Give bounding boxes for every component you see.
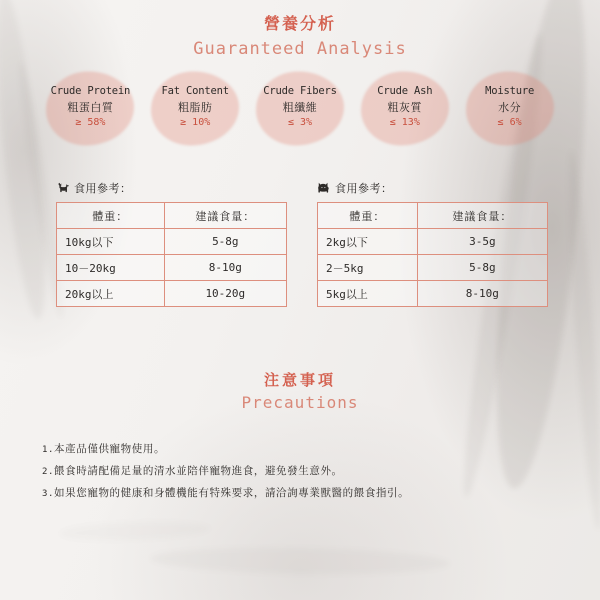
list-item xyxy=(42,482,564,504)
precautions-list xyxy=(42,438,564,504)
guaranteed-analysis-heading xyxy=(0,0,600,63)
badge-name-cn: 粗纖維 xyxy=(282,101,318,115)
dog-feeding-table xyxy=(56,202,287,307)
feeding-guide-section xyxy=(0,128,600,307)
badge-name-en: Moisture xyxy=(485,85,535,98)
feeding-table-dog-heading xyxy=(56,180,287,196)
analysis-badge-crude-protein xyxy=(38,85,143,128)
cat-feeding-table xyxy=(317,202,548,307)
table-row xyxy=(57,281,287,307)
cell-weight: 5kg以上 xyxy=(318,281,418,307)
precautions-heading-english: Precautions xyxy=(241,393,359,413)
cell-amount: 8-10g xyxy=(417,281,547,307)
table-header-row xyxy=(57,203,287,229)
badge-value: ≥ 58% xyxy=(75,117,106,129)
precautions-heading-chinese: 注意事項 xyxy=(263,371,336,390)
table-header-row xyxy=(318,203,548,229)
cell-amount: 8-10g xyxy=(164,255,286,281)
badge-name-cn: 粗蛋白質 xyxy=(67,101,114,115)
list-item xyxy=(42,438,564,460)
table-row xyxy=(318,281,548,307)
precautions-heading xyxy=(0,369,600,412)
feeding-table-dog-heading-text: 食用參考： xyxy=(74,182,132,196)
cell-weight: 10－20kg xyxy=(57,255,165,281)
badge-value: ≤ 6% xyxy=(497,117,522,129)
badge-value: ≥ 10% xyxy=(180,117,211,129)
cell-weight: 2kg以下 xyxy=(318,229,418,255)
feeding-table-cat xyxy=(317,180,548,307)
note-text: 如果您寵物的健康和身體機能有特殊要求，請洽詢專業獸醫的餵食指引。 xyxy=(54,487,410,500)
badge-name-en: Crude Ash xyxy=(377,85,433,98)
analysis-badge-crude-ash xyxy=(352,85,457,128)
cat-icon xyxy=(317,181,331,195)
dog-icon xyxy=(56,181,70,195)
table-row xyxy=(57,255,287,281)
analysis-badge-moisture xyxy=(457,85,562,128)
table-header-weight: 體重： xyxy=(318,203,418,229)
badge-value: ≤ 13% xyxy=(389,117,420,129)
note-number: 2. xyxy=(42,467,55,478)
table-row xyxy=(57,229,287,255)
badge-name-cn: 粗灰質 xyxy=(387,101,423,115)
feeding-table-cat-heading xyxy=(317,180,548,196)
heading-english: Guaranteed Analysis xyxy=(193,39,407,59)
cell-amount: 5-8g xyxy=(417,255,547,281)
cell-amount: 3-5g xyxy=(417,229,547,255)
badge-name-en: Crude Fibers xyxy=(263,85,337,98)
table-header-amount: 建議食量： xyxy=(164,203,286,229)
table-row xyxy=(318,255,548,281)
note-text: 本產品僅供寵物使用。 xyxy=(54,443,166,456)
table-header-weight: 體重： xyxy=(57,203,165,229)
analysis-badge-row xyxy=(0,63,600,128)
background-texture-streak xyxy=(60,519,211,542)
table-row xyxy=(318,229,548,255)
analysis-badge-fat-content xyxy=(143,85,248,128)
list-item xyxy=(42,460,564,482)
badge-name-en: Fat Content xyxy=(161,85,229,98)
cell-weight: 20kg以上 xyxy=(57,281,165,307)
feeding-table-cat-heading-text: 食用參考： xyxy=(335,182,393,196)
cell-amount: 10-20g xyxy=(164,281,286,307)
table-header-amount: 建議食量： xyxy=(417,203,547,229)
badge-name-cn: 粗脂肪 xyxy=(177,101,213,115)
cell-amount: 5-8g xyxy=(164,229,286,255)
heading-chinese: 營養分析 xyxy=(263,14,336,33)
badge-name-en: Crude Protein xyxy=(50,85,131,98)
feeding-table-dog xyxy=(56,180,287,307)
badge-name-cn: 水分 xyxy=(498,101,522,115)
background-texture-streak xyxy=(150,545,450,576)
note-number: 1. xyxy=(42,445,55,456)
note-text: 餵食時請配備足量的清水並陪伴寵物進食，避免發生意外。 xyxy=(54,465,343,478)
cell-weight: 10kg以下 xyxy=(57,229,165,255)
cell-weight: 2－5kg xyxy=(318,255,418,281)
badge-value: ≤ 3% xyxy=(287,117,313,129)
analysis-badge-crude-fibers xyxy=(248,85,353,128)
note-number: 3. xyxy=(42,489,55,500)
